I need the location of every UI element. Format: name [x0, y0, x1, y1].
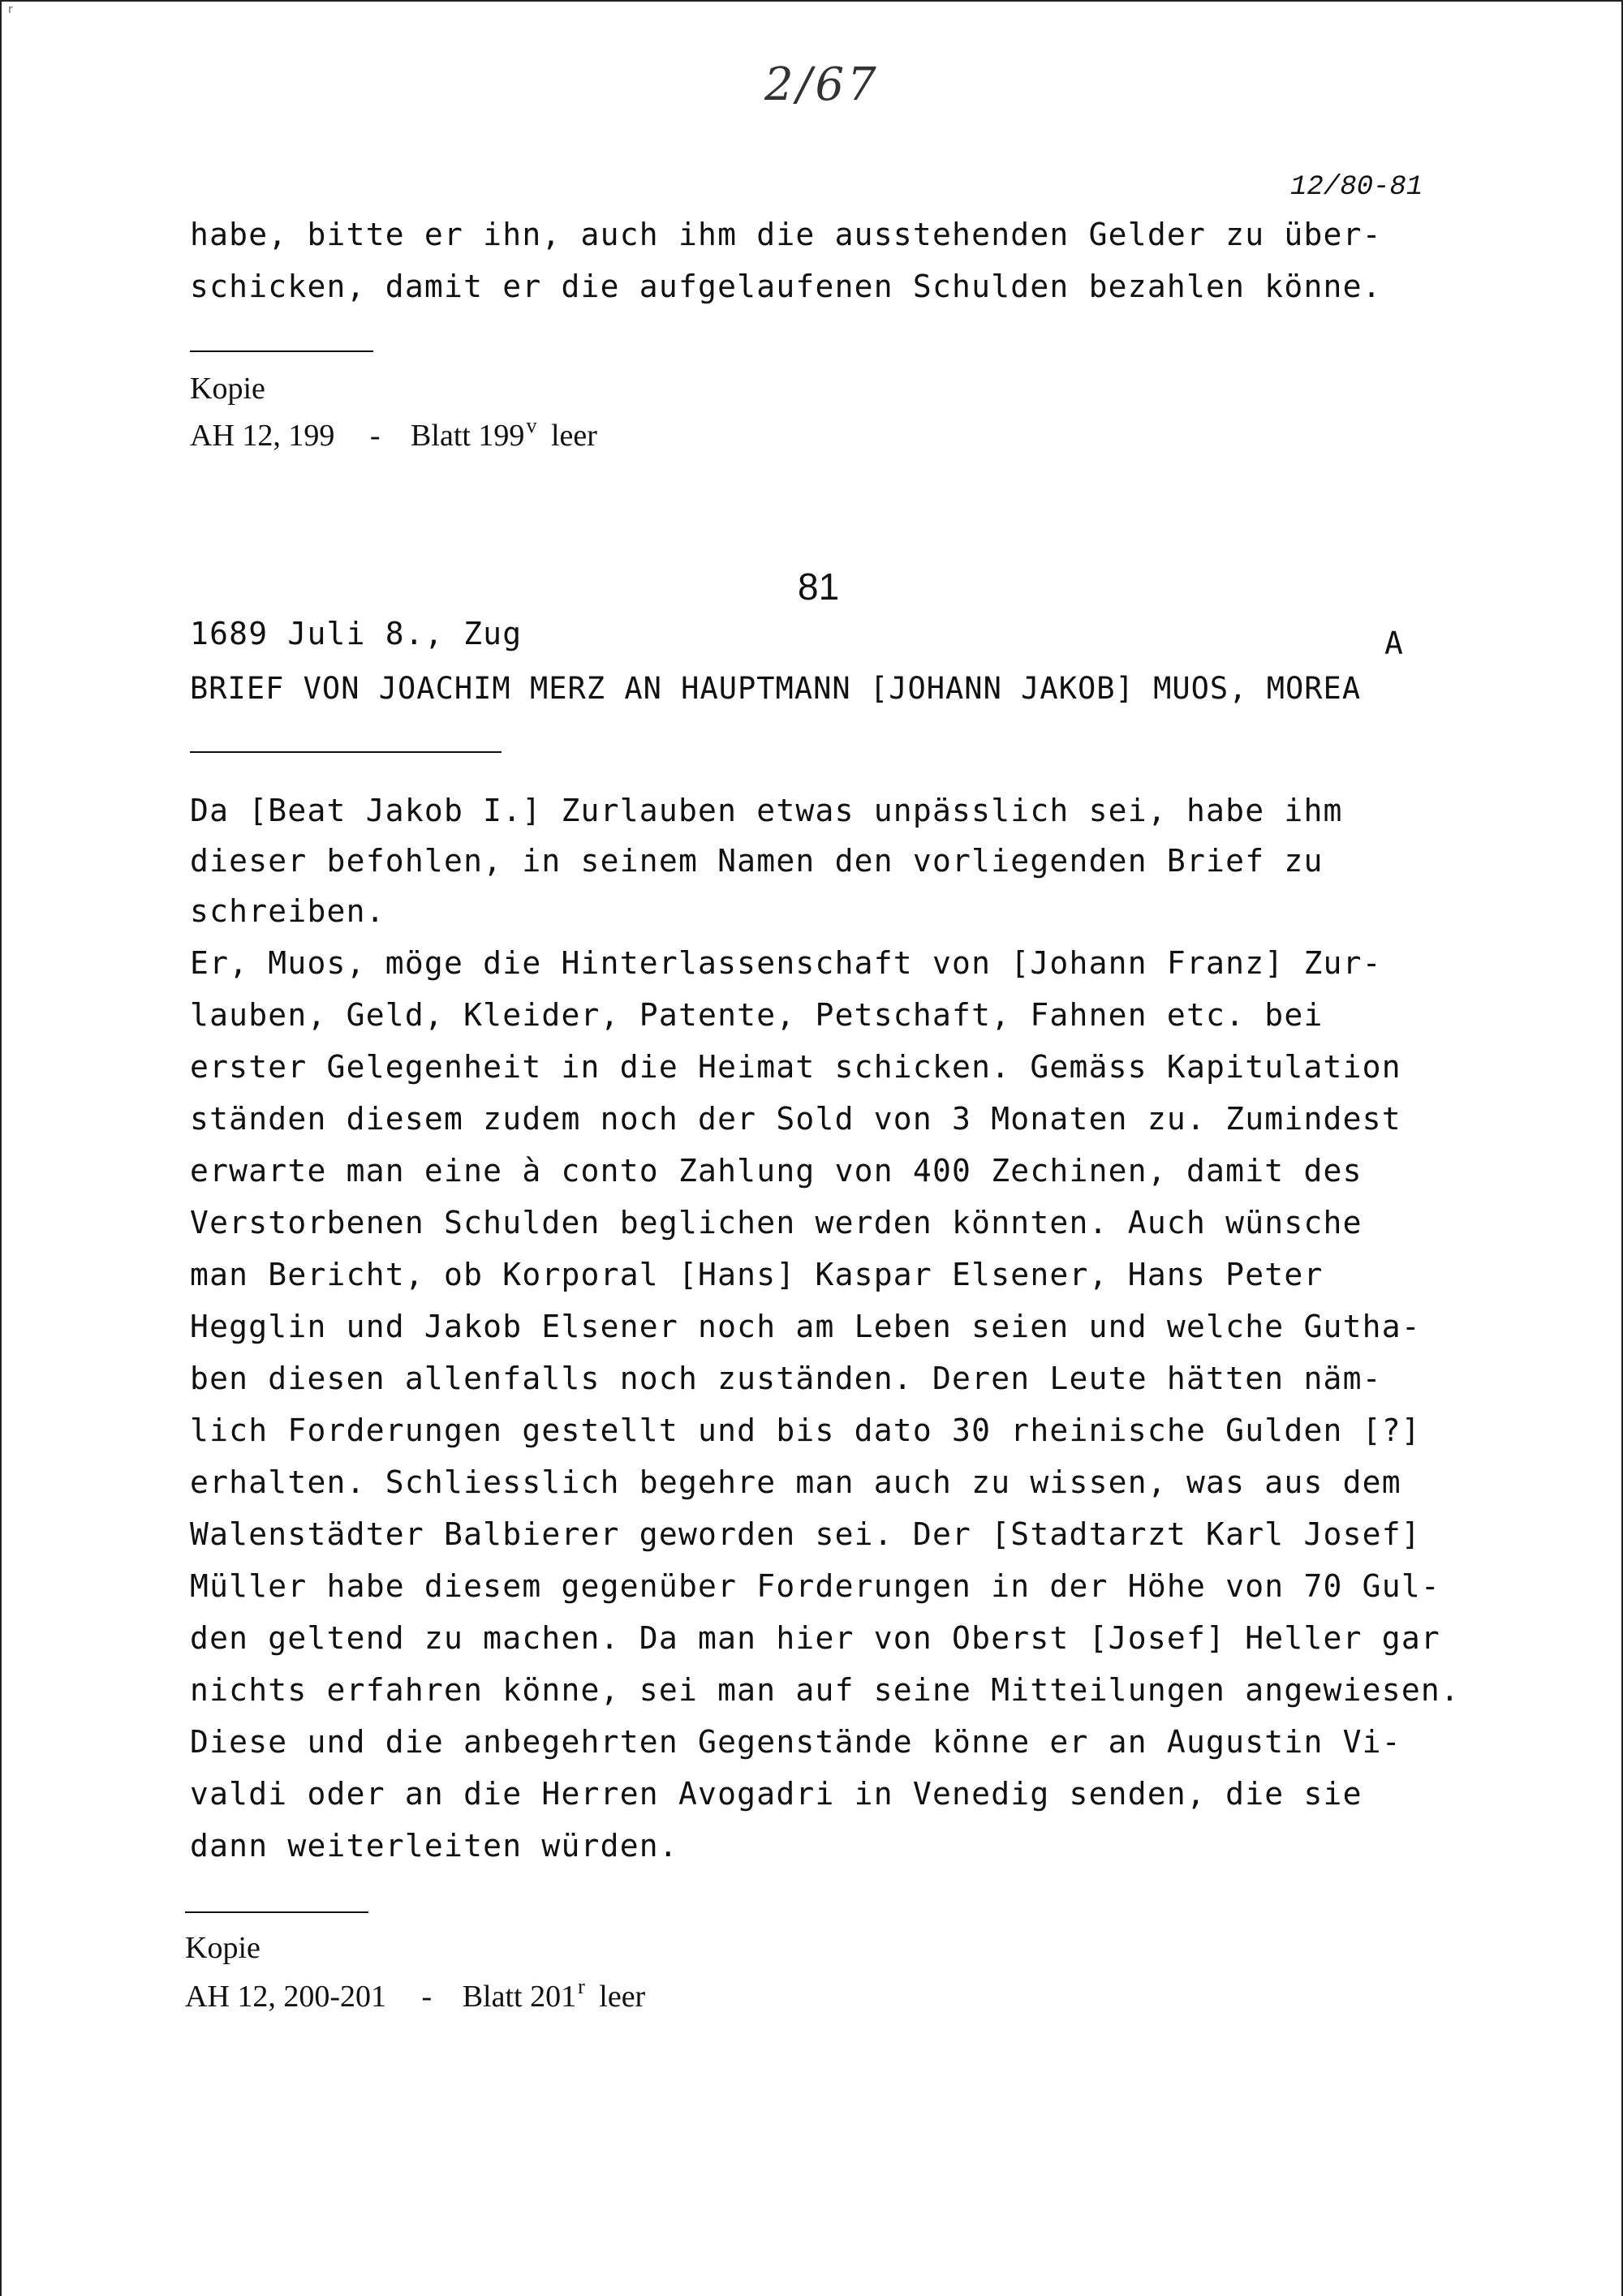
document-date-place: 1689 Juli 8., Zug: [190, 616, 523, 651]
source-separator: -: [421, 1980, 433, 2014]
source-reference-line: [190, 411, 597, 451]
reference-number: 12/80-81: [1290, 172, 1423, 203]
body-line: ben diesen allenfalls noch zuständen. Deren Leute hätten näm-: [190, 1361, 1382, 1396]
body-line: lauben, Geld, Kleider, Patente, Petschaft, Fahnen etc. bei: [190, 997, 1324, 1033]
body-line: schreiben.: [190, 893, 385, 929]
body-line: valdi oder an die Herren Avogadri in Venedig senden, die sie: [190, 1776, 1363, 1812]
source-blatt-superscript: v: [526, 414, 537, 437]
body-line: Walenstädter Balbierer geworden sei. Der [Stadtarzt Karl Josef]: [190, 1516, 1421, 1552]
body-line: nichts erfahren könne, sei man auf seine Mitteilungen angewiesen.: [190, 1672, 1461, 1708]
scan-mark: r: [8, 3, 13, 16]
body-line: ständen diesem zudem noch der Sold von 3 Monaten zu. Zumindest: [190, 1101, 1401, 1137]
continuation-line: habe, bitte er ihn, auch ihm die ausstehenden Gelder zu über-: [190, 217, 1382, 252]
source-reference: AH 12, 200-201: [185, 1980, 387, 2014]
source-reference-line: [185, 1971, 645, 2012]
footnote-rule: [185, 1911, 368, 1913]
body-line: dieser befohlen, in seinem Namen den vorliegenden Brief zu: [190, 843, 1324, 879]
handwritten-page-number: 2/67: [764, 58, 880, 111]
body-line: erhalten. Schliesslich begehre man auch zu wissen, was aus dem: [190, 1464, 1401, 1500]
body-line: Da [Beat Jakob I.] Zurlauben etwas unpässlich sei, habe ihm: [190, 793, 1343, 828]
body-line: Verstorbenen Schulden beglichen werden könnten. Auch wünsche: [190, 1205, 1363, 1240]
body-line: erster Gelegenheit in die Heimat schicken. Gemäss Kapitulation: [190, 1049, 1401, 1085]
body-line: Er, Muos, möge die Hinterlassenschaft von [Johann Franz] Zur-: [190, 945, 1382, 981]
source-reference: AH 12, 199: [190, 419, 335, 453]
source-blatt: Blatt 199: [411, 419, 525, 453]
source-label: Kopie: [190, 372, 265, 406]
source-label: Kopie: [185, 1931, 260, 1965]
source-separator: -: [369, 419, 381, 453]
source-blatt-suffix: leer: [599, 1980, 646, 2014]
body-line: Diese und die anbegehrten Gegenstände könne er an Augustin Vi-: [190, 1724, 1401, 1760]
body-line: Müller habe diesem gegenüber Forderungen in der Höhe von 70 Gul-: [190, 1568, 1440, 1604]
body-line: erwarte man eine à conto Zahlung von 400 Zechinen, damit des: [190, 1153, 1363, 1189]
source-blatt-superscript: r: [578, 1975, 585, 1998]
body-line: man Bericht, ob Korporal [Hans] Kaspar Elsener, Hans Peter: [190, 1257, 1324, 1292]
source-blatt-suffix: leer: [550, 419, 597, 453]
document-type-letter: A: [1384, 626, 1405, 661]
body-line: dann weiterleiten würden.: [190, 1828, 678, 1864]
body-line: Hegglin und Jakob Elsener noch am Leben seien und welche Gutha-: [190, 1309, 1421, 1344]
source-blatt: Blatt 201: [462, 1980, 577, 2014]
continuation-line: schicken, damit er die aufgelaufenen Schulden bezahlen könne.: [190, 269, 1382, 304]
body-line: den geltend zu machen. Da man hier von Oberst [Josef] Heller gar: [190, 1620, 1440, 1656]
footnote-rule: [190, 350, 373, 352]
body-line: lich Forderungen gestellt und bis dato 30 rheinische Gulden [?]: [190, 1412, 1421, 1448]
heading-rule: [190, 751, 502, 753]
document-heading: BRIEF VON JOACHIM MERZ AN HAUPTMANN [JOHANN JAKOB] MUOS, MOREA: [190, 671, 1362, 706]
document-number: 81: [798, 565, 840, 608]
